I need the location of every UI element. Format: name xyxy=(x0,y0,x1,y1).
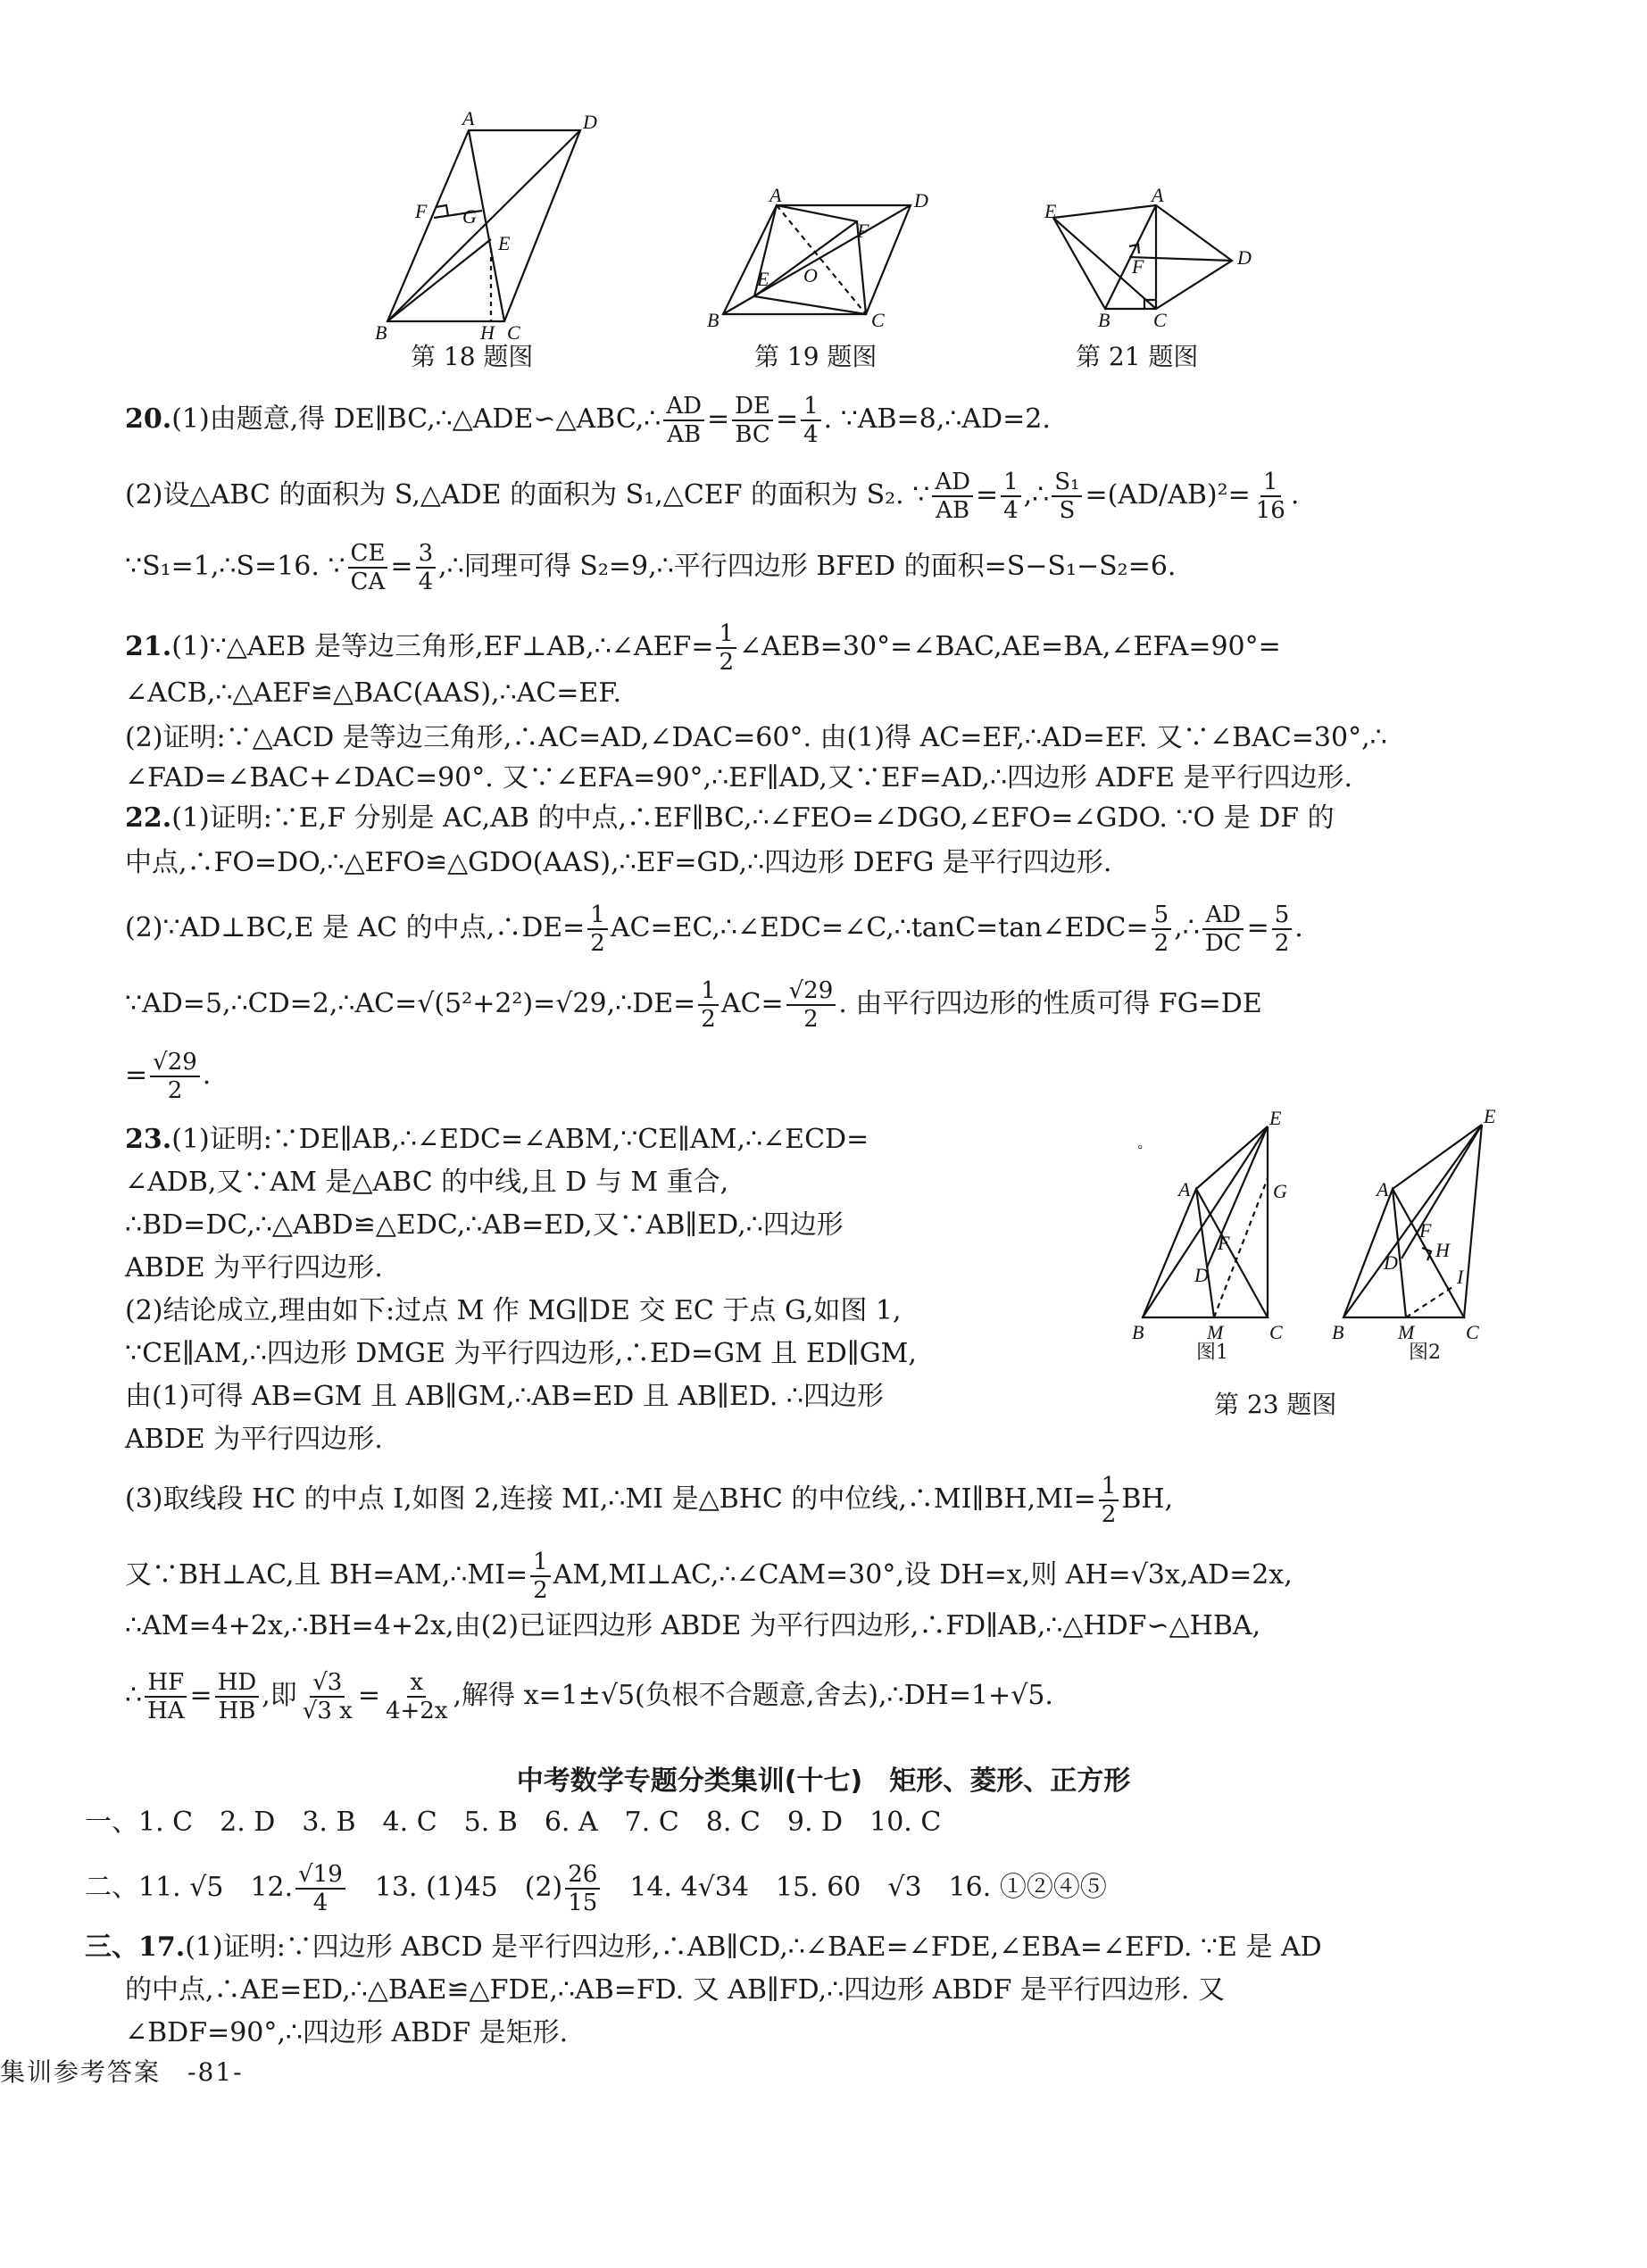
fig23-2-label-D: D xyxy=(1384,1251,1398,1274)
q23-line-8: ABDE 为平行四边形. xyxy=(125,1424,383,1455)
q23-line-5: (2)结论成立,理由如下:过点 M 作 MG∥DE 交 EC 于点 G,如图 1, xyxy=(125,1295,902,1326)
fig21-label-D: D xyxy=(1237,246,1252,269)
q23-line-1: 23.(1)证明:∵DE∥AB,∴∠EDC=∠ABM,∵CE∥AM,∴∠ECD= xyxy=(125,1124,869,1155)
q23-line-11: ∴AM=4+2x,∴BH=4+2x,由(2)已证四边形 ABDE 为平行四边形,∴FD∥AB,∴△HDF∽△HBA, xyxy=(125,1610,1261,1641)
figure-21-drawing xyxy=(1044,184,1259,331)
fig21-label-A: A xyxy=(1152,184,1164,206)
q23-line-2: ∠ADB,又∵AM 是△ABC 的中线,且 D 与 M 重合, xyxy=(125,1167,729,1198)
q23-line-4: ABDE 为平行四边形. xyxy=(125,1252,383,1284)
q21-line-4: ∠FAD=∠BAC+∠DAC=90°. 又∵∠EFA=90°,∴EF∥AD,又∵EF=AD,∴四边形 ADFE 是平行四边形. xyxy=(125,762,1353,793)
q21-line-2: ∠ACB,∴△AEF≌△BAC(AAS),∴AC=EF. xyxy=(125,677,621,709)
q22-line-4: ∵AD=5,∴CD=2,∴AC=√(5²+2²)=√29,∴DE= $\frac{1}{2}$ AC= $\frac{√29}{2}$ . 由平行四边形的性质可得 FG=DE xyxy=(125,977,1262,1033)
q20-text: (1)由题意,得 DE∥BC,∴△ADE∽△ABC,∴ xyxy=(171,403,661,435)
fig18-label-C: C xyxy=(507,321,520,344)
fig23-2-label-E: E xyxy=(1484,1105,1496,1127)
fig23-1-label-B: B xyxy=(1132,1321,1144,1343)
figure-23-sub1: 图1 xyxy=(1196,1342,1228,1364)
figure-19-drawing xyxy=(705,184,937,331)
fig23-1-label-A: A xyxy=(1178,1178,1191,1200)
figure-23-drawing xyxy=(1125,1105,1535,1366)
fig23-1-label-E: E xyxy=(1269,1107,1282,1129)
figure-21-caption: 第 21 题图 xyxy=(1076,342,1199,371)
q23-line-6: ∵CE∥AM,∴四边形 DMGE 为平行四边形,∴ED=GM 且 ED∥GM, xyxy=(125,1338,917,1369)
figure-19 xyxy=(705,184,937,331)
q23-line-12: ∴ $\frac{HF}{HA}$ = $\frac{HD}{HB}$ ,即 $\frac{√3}{√3 x}$ = $\frac{x}{4+2x}$ ,解得 x=1±√5(负根不合题意,舍去),∴DH=1+√5. xyxy=(125,1669,1053,1724)
fig18-label-E: E xyxy=(498,232,511,254)
figure-18 xyxy=(366,107,634,344)
fig18-label-A: A xyxy=(462,107,475,129)
fig19-label-O: O xyxy=(803,264,818,287)
fig23-2-label-A: A xyxy=(1377,1178,1389,1200)
fig23-1-label-M: M xyxy=(1207,1321,1224,1343)
fig18-label-H: H xyxy=(480,321,495,344)
q21-line-1: 21.(1)∵△AEB 是等边三角形,EF⊥AB,∴∠AEF= $\frac{1}{2}$ ∠AEB=30°=∠BAC,AE=BA,∠EFA=90°= xyxy=(125,620,1281,676)
q17-line-2: 的中点,∴AE=ED,∴△BAE≌△FDE,∴AB=FD. 又 AB∥FD,∴四边形 ABDF 是平行四边形. 又 xyxy=(125,1974,1225,2006)
q20-line-1: 20.(1)由题意,得 DE∥BC,∴△ADE∽△ABC,∴ $\frac{AD}{AB}$ = $\frac{DE}{BC}$ = $\frac{1}{4}$ . ∵AB=8,∴AD=2. xyxy=(125,393,1051,448)
figure-18-caption: 第 18 题图 xyxy=(411,342,534,371)
q20-line-3: ∵S₁=1,∴S=16. ∵ $\frac{CE}{CA}$ = $\frac{3}{4}$ ,∴同理可得 S₂=9,∴平行四边形 BFED 的面积=S−S₁−S₂=6. xyxy=(125,540,1177,595)
fig19-label-D: D xyxy=(914,189,928,212)
fig21-label-B: B xyxy=(1098,309,1110,331)
fig23-1-label-G: G xyxy=(1273,1180,1287,1202)
figure-18-drawing xyxy=(366,107,634,344)
fig18-label-D: D xyxy=(583,111,597,133)
fig18-label-G: G xyxy=(462,205,477,228)
fig23-mark: ° xyxy=(1137,1143,1143,1157)
q22-line-5: = $\frac{√29}{2}$ . xyxy=(125,1049,212,1104)
fig19-label-F: F xyxy=(857,220,869,242)
fig23-2-label-I: I xyxy=(1457,1266,1464,1288)
figure-21 xyxy=(1044,184,1259,331)
fig21-label-C: C xyxy=(1153,309,1167,331)
q22-line-1: 22.(1)证明:∵E,F 分别是 AC,AB 的中点,∴EF∥BC,∴∠FEO=∠DGO,∠EFO=∠GDO. ∵O 是 DF 的 xyxy=(125,802,1335,834)
fig23-1-label-D: D xyxy=(1194,1264,1209,1286)
fig23-2-label-B: B xyxy=(1332,1321,1344,1343)
q20-line-2: (2)设△ABC 的面积为 S,△ADE 的面积为 S₁,△CEF 的面积为 S₂. ∵ $\frac{AD}{AB}$ = $\frac{1}{4}$ ,∴ $\frac{\text{S₁}}{S}$ =(AD/AB)²= $\frac{1}{16}$ . xyxy=(125,469,1300,524)
fig19-label-C: C xyxy=(871,309,885,331)
q23-line-9: (3)取线段 HC 的中点 I,如图 2,连接 MI,∴MI 是△BHC 的中位线,∴MI∥BH,MI= $\frac{1}{2}$ BH, xyxy=(125,1473,1174,1528)
q17-line-1: 三、17.(1)证明:∵四边形 ABCD 是平行四边形,∴AB∥CD,∴∠BAE=∠FDE,∠EBA=∠EFD. ∵E 是 AD xyxy=(85,1932,1322,1963)
q22-line-3: (2)∵AD⊥BC,E 是 AC 的中点,∴DE= $\frac{1}{2}$ AC=EC,∴∠EDC=∠C,∴tanC=tan∠EDC= $\frac{5}{2}$ ,∴ $\frac{AD}{DC}$ = $\frac{5}{2}$ . xyxy=(125,901,1303,957)
fig23-2-label-H: H xyxy=(1435,1239,1450,1261)
fig21-label-E: E xyxy=(1044,200,1057,222)
figure-23 xyxy=(1125,1105,1535,1366)
q20-number: 20. xyxy=(125,403,172,435)
q22-line-2: 中点,∴FO=DO,∴△EFO≌△GDO(AAS),∴EF=GD,∴四边形 DEFG 是平行四边形. xyxy=(125,847,1112,878)
fig19-label-E: E xyxy=(757,268,769,290)
fig23-1-label-F: F xyxy=(1218,1232,1230,1254)
part1-answers: 一、1. C 2. D 3. B 4. C 5. B 6. A 7. C 8. C 9. D 10. C xyxy=(85,1807,942,1838)
q23-line-3: ∴BD=DC,∴△ABD≌△EDC,∴AB=ED,又∵AB∥ED,∴四边形 xyxy=(125,1209,844,1241)
fig21-label-F: F xyxy=(1132,255,1144,278)
figure-23-caption: 第 23 题图 xyxy=(1214,1390,1337,1419)
q17-line-3: ∠BDF=90°,∴四边形 ABDF 是矩形. xyxy=(125,2017,569,2048)
figure-19-caption: 第 19 题图 xyxy=(754,342,878,371)
fig19-label-B: B xyxy=(707,309,720,331)
q23-line-10: 又∵BH⊥AC,且 BH=AM,∴MI= $\frac{1}{2}$ AM,MI⊥AC,∴∠CAM=30°,设 DH=x,则 AH=√3x,AD=2x, xyxy=(125,1549,1293,1604)
fig19-label-A: A xyxy=(769,184,782,206)
part2-answers: 二、11. √5 12. $\frac{√19}{4}$ 13. (1)45 (2) $\frac{26}{15}$ 14. 4√34 15. 60 √3 16. ①②④⑤ xyxy=(85,1861,1107,1916)
figure-23-sub2: 图2 xyxy=(1409,1342,1441,1364)
fig18-label-F: F xyxy=(415,200,428,222)
fig18-label-B: B xyxy=(375,321,387,344)
section-title: 中考数学专题分类集训(十七) 矩形、菱形、正方形 xyxy=(516,1765,1131,1797)
fig23-2-label-M: M xyxy=(1398,1321,1415,1343)
page-footer: 集训参考答案 -81- xyxy=(0,2057,244,2087)
q23-line-7: 由(1)可得 AB=GM 且 AB∥GM,∴AB=ED 且 AB∥ED. ∴四边形 xyxy=(125,1381,884,1412)
fig23-2-label-F: F xyxy=(1419,1219,1432,1242)
q21-line-3: (2)证明:∵△ACD 是等边三角形,∴AC=AD,∠DAC=60°. 由(1)得 AC=EF,∴AD=EF. 又∵∠BAC=30°,∴ xyxy=(125,722,1387,753)
fig23-2-label-C: C xyxy=(1466,1321,1479,1343)
fig23-1-label-C: C xyxy=(1269,1321,1283,1343)
